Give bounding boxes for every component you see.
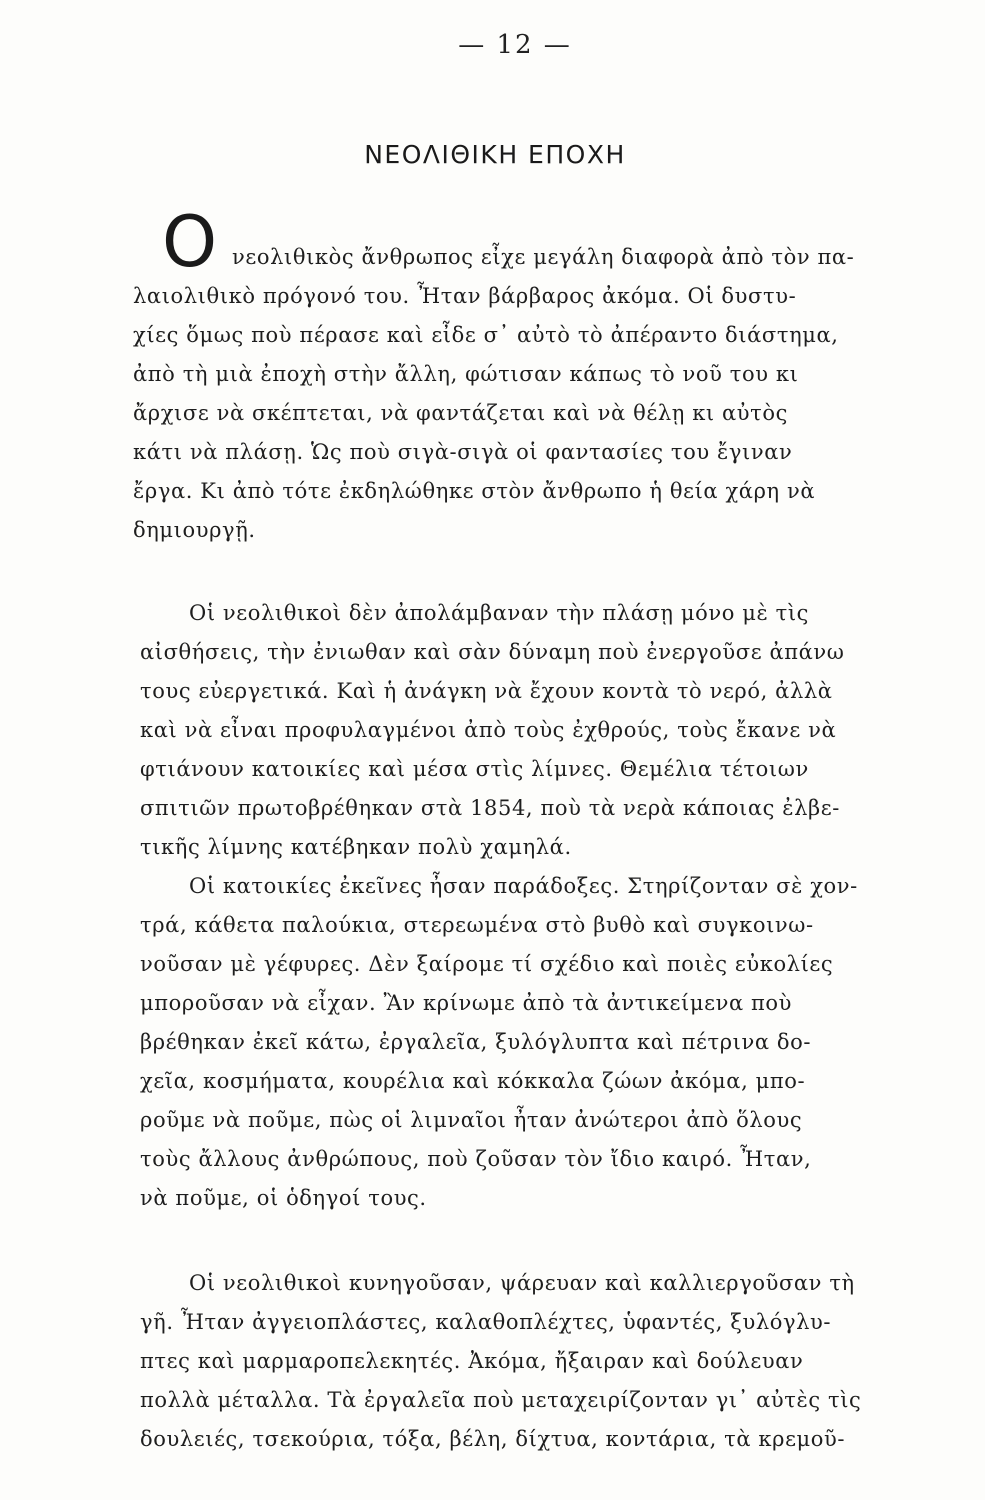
text-line: χεῖα, κοσμήματα, κουρέλια καὶ κόκκαλα ζώων ἀκόμα, μπο-	[140, 1069, 806, 1093]
text-line: ἔργα. Κι ἀπὸ τότε ἐκδηλώθηκε στὸν ἄνθρωπο ἡ θεία χάρη νὰ	[133, 479, 816, 503]
text-line: νὰ ποῦμε, οἱ ὁδηγοί τους.	[140, 1186, 427, 1210]
text-line: αἰσθήσεις, τὴν ἐνιωθαν καὶ σὰν δύναμη ποὺ ἐνεργοῦσε ἀπάνω	[140, 640, 845, 664]
chapter-title: ΝΕΟΛΙΘΙΚΗ ΕΠΟΧΗ	[364, 140, 626, 169]
text-line: νοῦσαν μὲ γέφυρες. Δὲν ξαίρομε τί σχέδιο καὶ ποιὲς εὐκολίες	[140, 952, 834, 976]
text-line: τους εὐεργετικά. Καὶ ἡ ἀνάγκη νὰ ἔχουν κοντὰ τὸ νερό, ἀλλὰ	[140, 679, 833, 703]
text-line: Οἱ κατοικίες ἐκεῖνες ἦσαν παράδοξες. Στηρίζονταν σὲ χον-	[189, 874, 858, 898]
text-line: ροῦμε νὰ ποῦμε, πὼς οἱ λιμναῖοι ἦταν ἀνώτεροι ἀπὸ ὅλους	[140, 1108, 803, 1132]
text-line: ἀπὸ τὴ μιὰ ἐποχὴ στὴν ἄλλη, φώτισαν κάπως τὸ νοῦ του κι	[133, 362, 799, 386]
text-line: τοὺς ἄλλους ἀνθρώπους, ποὺ ζοῦσαν τὸν ἴδιο καιρό. Ἦταν,	[140, 1147, 812, 1171]
text-line: βρέθηκαν ἐκεῖ κάτω, ἐργαλεῖα, ξυλόγλυπτα καὶ πέτρινα δο-	[140, 1030, 812, 1054]
text-line: πολλὰ μέταλλα. Τὰ ἐργαλεῖα ποὺ μεταχειρίζονταν γι᾽ αὐτὲς τὶς	[140, 1388, 862, 1412]
text-line: Οἱ νεολιθικοὶ δὲν ἀπολάμβαναν τὴν πλάσῃ μόνο μὲ τὶς	[189, 601, 810, 625]
text-line: χίες ὅμως ποὺ πέρασε καὶ εἶδε σ᾽ αὐτὸ τὸ ἀπέραντο διάστημα,	[133, 323, 839, 347]
text-line: ἄρχισε νὰ σκέπτεται, νὰ φαντάζεται καὶ νὰ θέλῃ κι αὐτὸς	[133, 401, 788, 425]
drop-cap: Ο	[162, 201, 218, 283]
text-line: τικῆς λίμνης κατέβηκαν πολὺ χαμηλά.	[140, 835, 572, 859]
text-line: νεολιθικὸς ἄνθρωπος εἶχε μεγάλη διαφορὰ ἀπὸ τὸν πα-	[232, 245, 855, 269]
text-line: τρά, κάθετα παλούκια, στερεωμένα στὸ βυθὸ καὶ συγκοινω-	[140, 913, 814, 937]
text-line: Οἱ νεολιθικοὶ κυνηγοῦσαν, ψάρευαν καὶ καλλιεργοῦσαν τὴ	[189, 1271, 855, 1295]
text-line: καὶ νὰ εἶναι προφυλαγμένοι ἀπὸ τοὺς ἐχθρούς, τοὺς ἔκανε νὰ	[140, 718, 837, 742]
text-line: πτες καὶ μαρμαροπελεκητές. Ἀκόμα, ἤξαιραν καὶ δούλευαν	[140, 1349, 804, 1373]
text-line: λαιολιθικὸ πρόγονό του. Ἦταν βάρβαρος ἀκόμα. Οἱ δυστυ-	[133, 284, 797, 308]
page-number: — 12 —	[458, 30, 572, 60]
text-line: γῆ. Ἦταν ἀγγειοπλάστες, καλαθοπλέχτες, ὑφαντές, ξυλόγλυ-	[140, 1310, 832, 1334]
text-line: κάτι νὰ πλάσῃ. Ὡς ποὺ σιγὰ-σιγὰ οἱ φαντασίες του ἔγιναν	[133, 440, 793, 464]
text-line: φτιάνουν κατοικίες καὶ μέσα στὶς λίμνες. Θεμέλια τέτοιων	[140, 757, 809, 781]
text-line: δημιουργῇ.	[133, 518, 256, 542]
text-line: μποροῦσαν νὰ εἶχαν. Ἂν κρίνωμε ἀπὸ τὰ ἀντικείμενα ποὺ	[140, 991, 793, 1015]
text-line: σπιτιῶν πρωτοβρέθηκαν στὰ 1854, ποὺ τὰ νερὰ κάποιας ἐλβε-	[140, 796, 840, 820]
text-line: δουλειές, τσεκούρια, τόξα, βέλη, δίχτυα, κοντάρια, τὰ κρεμοῦ-	[140, 1427, 846, 1451]
